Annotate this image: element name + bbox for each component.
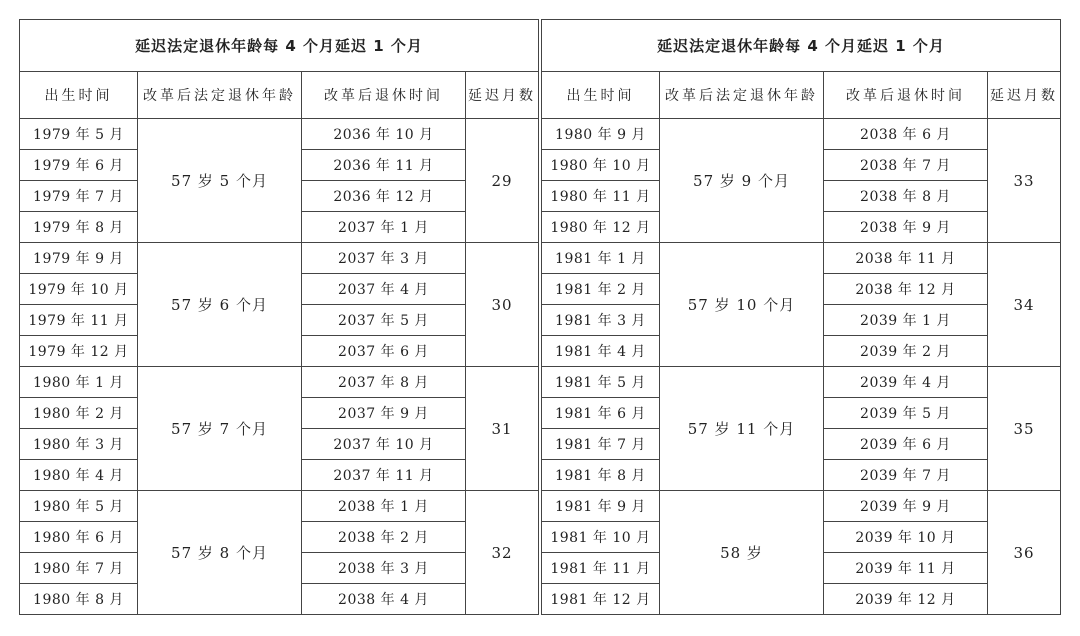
retirement-date-cell: 2038 年 8 月 xyxy=(824,181,988,212)
table-title: 延迟法定退休年龄每 4 个月延迟 1 个月 xyxy=(20,20,539,72)
retirement-date-cell: 2037 年 4 月 xyxy=(302,274,466,305)
birth-date-cell: 1981 年 9 月 xyxy=(542,491,660,522)
retirement-date-cell: 2039 年 10 月 xyxy=(824,522,988,553)
delay-months-cell: 36 xyxy=(988,491,1061,615)
birth-date-cell: 1979 年 7 月 xyxy=(20,181,138,212)
table-row xyxy=(20,367,539,398)
birth-date-cell: 1980 年 9 月 xyxy=(542,119,660,150)
column-header-birth-date: 出生时间 xyxy=(542,72,660,119)
column-header-delay-months: 延迟月数 xyxy=(988,72,1061,119)
birth-date-cell: 1979 年 12 月 xyxy=(20,336,138,367)
retirement-date-cell: 2037 年 3 月 xyxy=(302,243,466,274)
retirement-date-cell: 2038 年 2 月 xyxy=(302,522,466,553)
delay-months-cell: 35 xyxy=(988,367,1061,491)
retirement-table xyxy=(541,19,1061,615)
column-header-retirement-age: 改革后法定退休年龄 xyxy=(660,72,824,119)
table-row xyxy=(542,119,1061,150)
retirement-age-cell: 58 岁 xyxy=(660,491,824,615)
birth-date-cell: 1980 年 4 月 xyxy=(20,460,138,491)
column-header-birth-date: 出生时间 xyxy=(20,72,138,119)
birth-date-cell: 1980 年 1 月 xyxy=(20,367,138,398)
birth-date-cell: 1981 年 5 月 xyxy=(542,367,660,398)
delay-months-cell: 34 xyxy=(988,243,1061,367)
column-header-retirement-date: 改革后退休时间 xyxy=(824,72,988,119)
birth-date-cell: 1981 年 12 月 xyxy=(542,584,660,615)
birth-date-cell: 1980 年 8 月 xyxy=(20,584,138,615)
retirement-date-cell: 2036 年 10 月 xyxy=(302,119,466,150)
retirement-date-cell: 2037 年 10 月 xyxy=(302,429,466,460)
birth-date-cell: 1979 年 9 月 xyxy=(20,243,138,274)
birth-date-cell: 1980 年 7 月 xyxy=(20,553,138,584)
retirement-date-cell: 2037 年 1 月 xyxy=(302,212,466,243)
retirement-date-cell: 2039 年 6 月 xyxy=(824,429,988,460)
birth-date-cell: 1981 年 8 月 xyxy=(542,460,660,491)
birth-date-cell: 1981 年 7 月 xyxy=(542,429,660,460)
retirement-date-cell: 2037 年 11 月 xyxy=(302,460,466,491)
retirement-date-cell: 2037 年 5 月 xyxy=(302,305,466,336)
retirement-date-cell: 2038 年 11 月 xyxy=(824,243,988,274)
birth-date-cell: 1981 年 2 月 xyxy=(542,274,660,305)
table-row xyxy=(542,491,1061,522)
delay-months-cell: 30 xyxy=(466,243,539,367)
table-row xyxy=(20,119,539,150)
retirement-age-cell: 57 岁 8 个月 xyxy=(138,491,302,615)
retirement-date-cell: 2039 年 5 月 xyxy=(824,398,988,429)
retirement-date-cell: 2036 年 11 月 xyxy=(302,150,466,181)
retirement-age-cell: 57 岁 9 个月 xyxy=(660,119,824,243)
retirement-date-cell: 2038 年 3 月 xyxy=(302,553,466,584)
birth-date-cell: 1981 年 3 月 xyxy=(542,305,660,336)
birth-date-cell: 1980 年 11 月 xyxy=(542,181,660,212)
delay-months-cell: 31 xyxy=(466,367,539,491)
retirement-date-cell: 2039 年 11 月 xyxy=(824,553,988,584)
birth-date-cell: 1980 年 6 月 xyxy=(20,522,138,553)
birth-date-cell: 1979 年 11 月 xyxy=(20,305,138,336)
delay-months-cell: 32 xyxy=(466,491,539,615)
retirement-date-cell: 2038 年 1 月 xyxy=(302,491,466,522)
birth-date-cell: 1979 年 8 月 xyxy=(20,212,138,243)
table-row xyxy=(20,491,539,522)
retirement-age-cell: 57 岁 11 个月 xyxy=(660,367,824,491)
column-header-delay-months: 延迟月数 xyxy=(466,72,539,119)
delay-months-cell: 29 xyxy=(466,119,539,243)
retirement-age-cell: 57 岁 5 个月 xyxy=(138,119,302,243)
retirement-date-cell: 2037 年 8 月 xyxy=(302,367,466,398)
birth-date-cell: 1981 年 4 月 xyxy=(542,336,660,367)
retirement-date-cell: 2037 年 6 月 xyxy=(302,336,466,367)
birth-date-cell: 1980 年 5 月 xyxy=(20,491,138,522)
retirement-table-right-panel xyxy=(541,19,1061,615)
retirement-date-cell: 2036 年 12 月 xyxy=(302,181,466,212)
table-title: 延迟法定退休年龄每 4 个月延迟 1 个月 xyxy=(542,20,1061,72)
birth-date-cell: 1980 年 10 月 xyxy=(542,150,660,181)
retirement-table xyxy=(19,19,539,615)
birth-date-cell: 1981 年 11 月 xyxy=(542,553,660,584)
birth-date-cell: 1981 年 1 月 xyxy=(542,243,660,274)
table-row xyxy=(542,243,1061,274)
retirement-date-cell: 2039 年 2 月 xyxy=(824,336,988,367)
table-row xyxy=(542,367,1061,398)
delay-months-cell: 33 xyxy=(988,119,1061,243)
birth-date-cell: 1981 年 10 月 xyxy=(542,522,660,553)
retirement-date-cell: 2039 年 4 月 xyxy=(824,367,988,398)
retirement-date-cell: 2039 年 12 月 xyxy=(824,584,988,615)
birth-date-cell: 1979 年 5 月 xyxy=(20,119,138,150)
birth-date-cell: 1980 年 2 月 xyxy=(20,398,138,429)
retirement-date-cell: 2038 年 4 月 xyxy=(302,584,466,615)
retirement-date-cell: 2039 年 9 月 xyxy=(824,491,988,522)
birth-date-cell: 1979 年 10 月 xyxy=(20,274,138,305)
column-header-retirement-date: 改革后退休时间 xyxy=(302,72,466,119)
retirement-date-cell: 2038 年 7 月 xyxy=(824,150,988,181)
retirement-date-cell: 2037 年 9 月 xyxy=(302,398,466,429)
birth-date-cell: 1981 年 6 月 xyxy=(542,398,660,429)
retirement-age-cell: 57 岁 6 个月 xyxy=(138,243,302,367)
retirement-date-cell: 2039 年 1 月 xyxy=(824,305,988,336)
birth-date-cell: 1979 年 6 月 xyxy=(20,150,138,181)
retirement-age-cell: 57 岁 7 个月 xyxy=(138,367,302,491)
column-header-retirement-age: 改革后法定退休年龄 xyxy=(138,72,302,119)
birth-date-cell: 1980 年 12 月 xyxy=(542,212,660,243)
retirement-age-cell: 57 岁 10 个月 xyxy=(660,243,824,367)
retirement-date-cell: 2038 年 12 月 xyxy=(824,274,988,305)
retirement-date-cell: 2038 年 9 月 xyxy=(824,212,988,243)
retirement-date-cell: 2038 年 6 月 xyxy=(824,119,988,150)
retirement-date-cell: 2039 年 7 月 xyxy=(824,460,988,491)
table-row xyxy=(20,243,539,274)
birth-date-cell: 1980 年 3 月 xyxy=(20,429,138,460)
retirement-table-left-panel xyxy=(19,19,539,615)
